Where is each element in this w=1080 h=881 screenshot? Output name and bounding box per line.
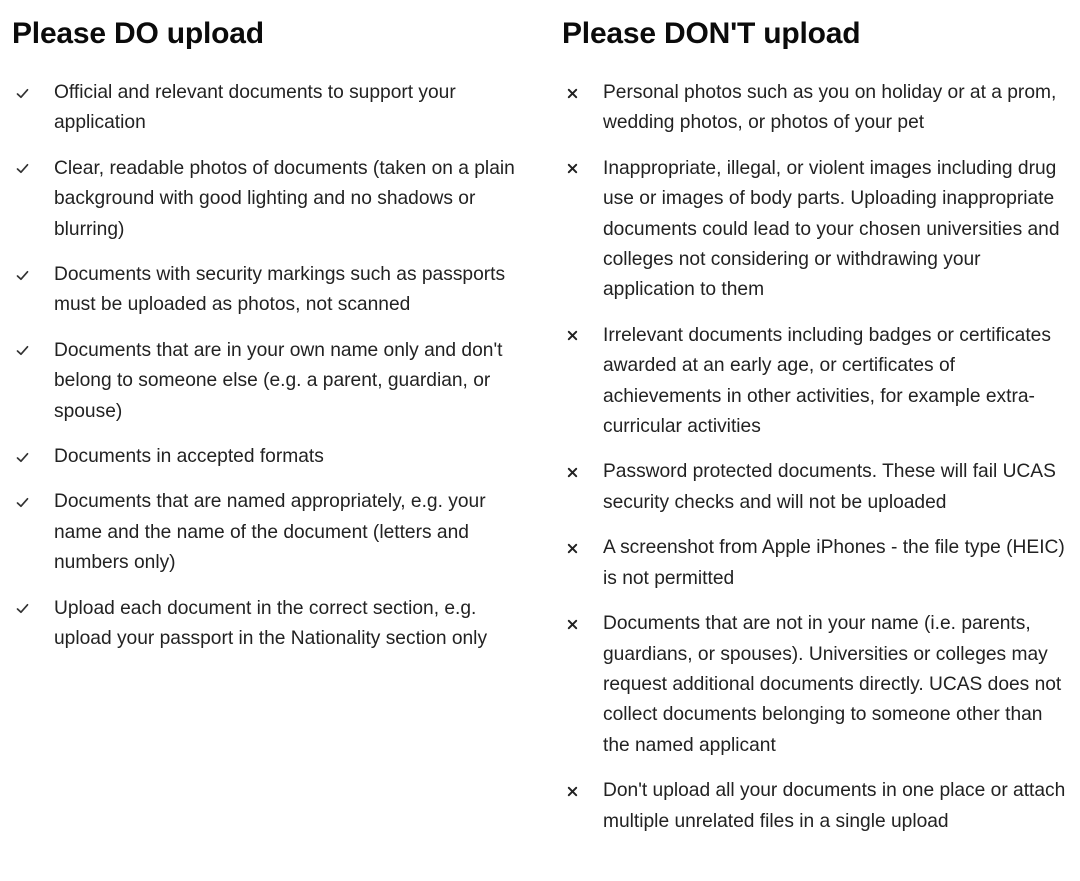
list-item-text: Documents that are not in your name (i.e. parents, guardians, or spouses). Universities or colleges may request additional documents directly. UCAS does not collect documents belonging to someone other than the named applicant [603, 613, 1062, 756]
cross-icon [564, 533, 580, 563]
do-upload-column [12, 14, 532, 670]
do-upload-list [12, 78, 532, 655]
list-item [562, 78, 1072, 139]
check-icon [14, 594, 30, 624]
cross-icon [564, 154, 580, 184]
cross-icon [564, 609, 580, 639]
list-item [12, 260, 532, 321]
list-item [12, 336, 532, 427]
list-item [12, 594, 532, 655]
list-item [12, 487, 532, 578]
list-item [12, 154, 532, 245]
check-icon [14, 78, 30, 108]
list-item-text: Password protected documents. These will fail UCAS security checks and will not be uploaded [603, 461, 1056, 513]
list-item-text: A screenshot from Apple iPhones - the file type (HEIC) is not permitted [603, 537, 1065, 589]
dont-upload-heading: Please DON'T upload [562, 17, 861, 50]
list-item [562, 609, 1072, 761]
list-item [12, 442, 532, 472]
list-item [562, 321, 1072, 443]
list-item-text: Official and relevant documents to support your application [54, 82, 456, 134]
cross-icon [564, 457, 580, 487]
list-item [12, 78, 532, 139]
list-item-text: Don't upload all your documents in one place or attach multiple unrelated files in a single upload [603, 780, 1066, 832]
cross-icon [564, 321, 580, 351]
list-item-text: Inappropriate, illegal, or violent images including drug use or images of body parts. Uploading inappropriate documents could lead to your chosen universities and colleges not considering or withdrawing your application to them [603, 157, 1060, 301]
list-item-text: Irrelevant documents including badges or certificates awarded at an early age, or certificates of achievements in other activities, for example extra-curricular activities [603, 324, 1051, 438]
check-icon [14, 336, 30, 366]
list-item-text: Personal photos such as you on holiday or at a prom, wedding photos, or photos of your pet [603, 82, 1057, 134]
dont-upload-list [562, 78, 1072, 837]
list-item-text: Documents that are named appropriately, e.g. your name and the name of the document (letters and numbers only) [54, 491, 486, 574]
list-item-text: Documents that are in your own name only and don't belong to someone else (e.g. a parent, guardian, or spouse) [54, 339, 503, 422]
cross-icon [564, 776, 580, 806]
check-icon [14, 260, 30, 290]
check-icon [14, 442, 30, 472]
list-item-text: Clear, readable photos of documents (taken on a plain background with good lighting and no shadows or blurring) [54, 157, 515, 240]
list-item-text: Documents with security markings such as passports must be uploaded as photos, not scanned [54, 264, 506, 316]
list-item [562, 154, 1072, 306]
list-item [562, 776, 1072, 837]
dont-upload-column [562, 14, 1072, 852]
list-item [562, 533, 1072, 594]
list-item-text: Upload each document in the correct section, e.g. upload your passport in the Nationality section only [54, 597, 488, 650]
do-upload-heading: Please DO upload [12, 17, 264, 50]
check-icon [14, 154, 30, 184]
list-item [562, 457, 1072, 518]
list-item-text: Documents in accepted formats [54, 446, 324, 468]
cross-icon [564, 78, 580, 108]
check-icon [14, 487, 30, 517]
